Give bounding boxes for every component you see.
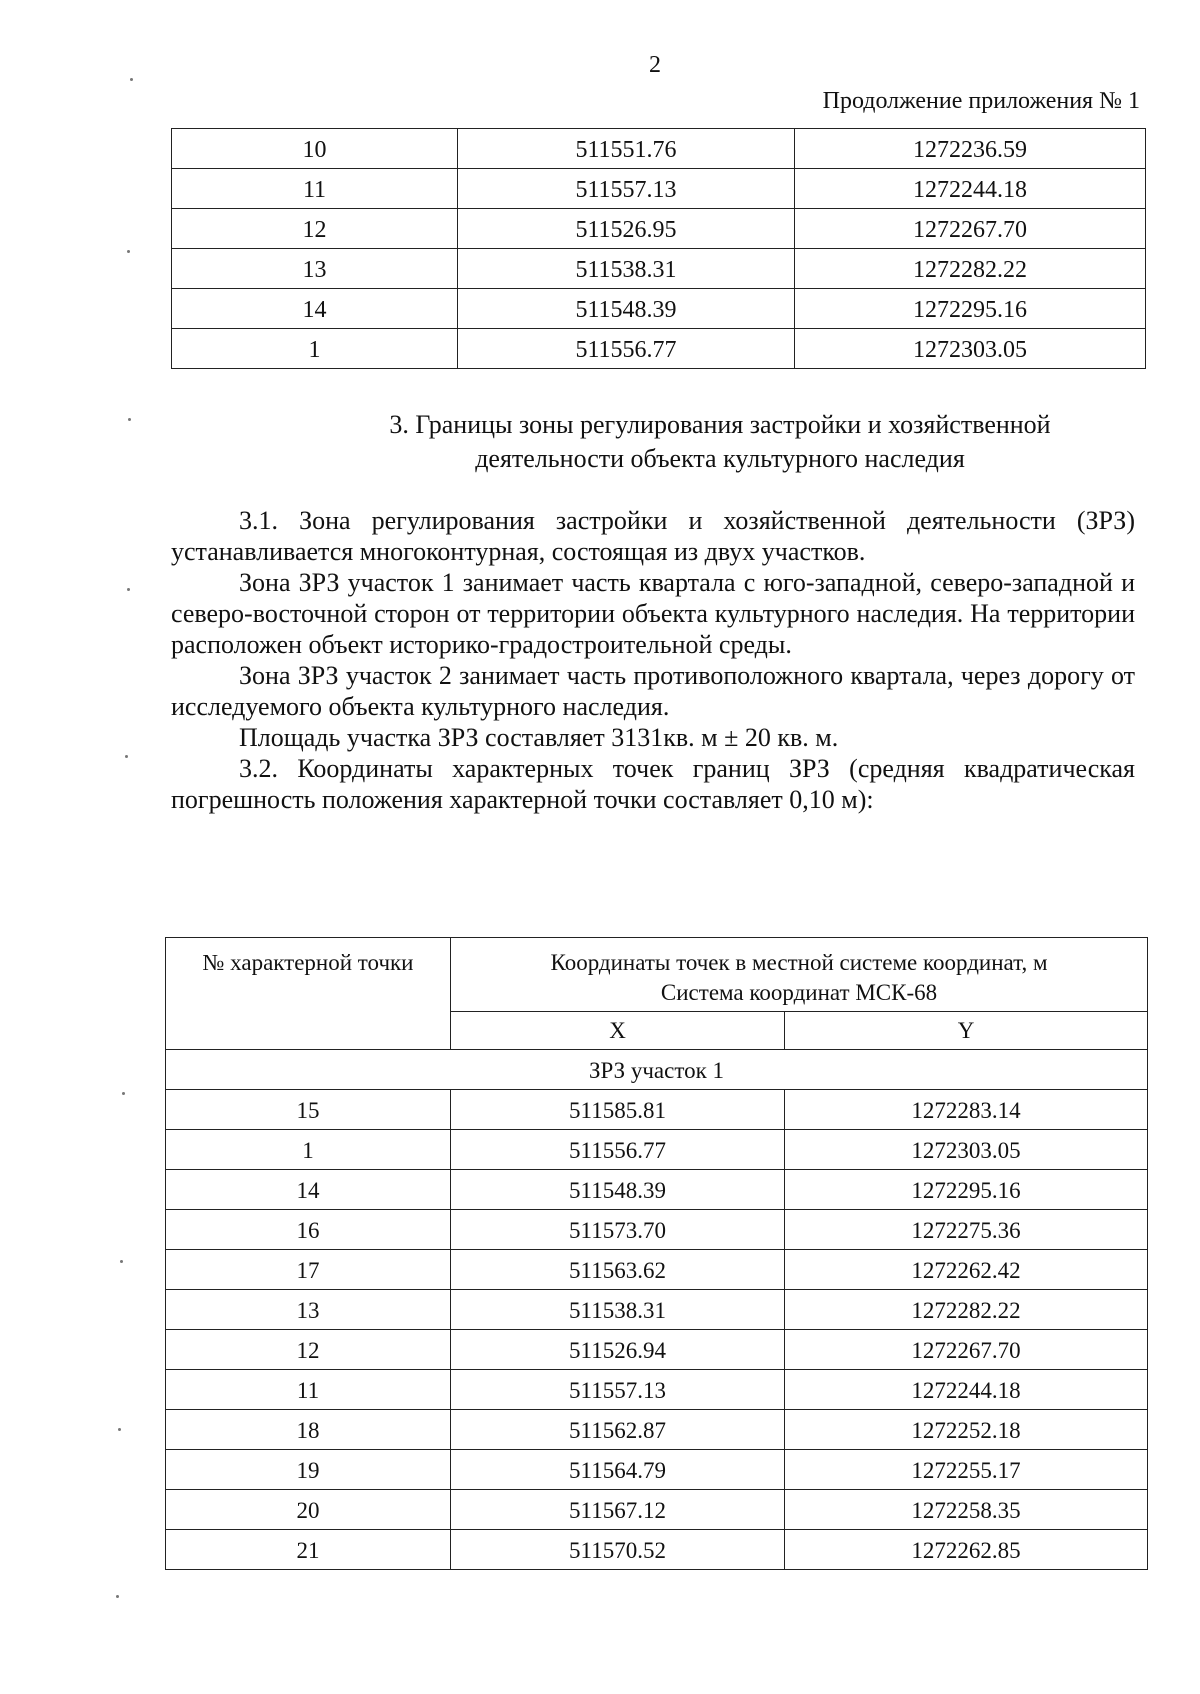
table-row xyxy=(166,1450,1148,1490)
page-number: 2 xyxy=(649,52,661,78)
paragraph-area: Площадь участка ЗРЗ составляет 3131кв. м ± 20 кв. м. xyxy=(239,723,839,752)
y-cell: 1272283.14 xyxy=(785,1090,1148,1130)
header-y: Y xyxy=(785,1012,1148,1050)
y-cell: 1272252.18 xyxy=(785,1410,1148,1450)
table-row xyxy=(166,1210,1148,1250)
margin-mark xyxy=(127,250,130,253)
point-cell: 19 xyxy=(166,1450,451,1490)
y-cell: 1272236.59 xyxy=(795,129,1146,169)
coordinates-table-continued xyxy=(171,128,1146,369)
point-cell: 17 xyxy=(166,1250,451,1290)
y-cell: 1272258.35 xyxy=(785,1490,1148,1530)
section-title-line1: 3. Границы зоны регулирования застройки и хозяйственной xyxy=(389,410,1051,439)
x-cell: 511573.70 xyxy=(451,1210,785,1250)
table-row xyxy=(166,1490,1148,1530)
point-cell: 12 xyxy=(166,1330,451,1370)
x-cell: 511548.39 xyxy=(458,289,795,329)
point-cell: 20 xyxy=(166,1490,451,1530)
point-cell: 16 xyxy=(166,1210,451,1250)
x-cell: 511556.77 xyxy=(451,1130,785,1170)
point-cell: 1 xyxy=(166,1130,451,1170)
table-row xyxy=(166,1330,1148,1370)
y-cell: 1272267.70 xyxy=(795,209,1146,249)
header-coordinates-line2: Система координат МСК-68 xyxy=(660,980,938,1005)
y-cell: 1272255.17 xyxy=(785,1450,1148,1490)
section-title xyxy=(160,408,1200,476)
x-cell: 511557.13 xyxy=(451,1370,785,1410)
margin-mark xyxy=(118,1428,121,1431)
y-cell: 1272262.42 xyxy=(785,1250,1148,1290)
x-cell: 511557.13 xyxy=(458,169,795,209)
header-coordinates-line1: Координаты точек в местной системе координат, м xyxy=(550,950,1048,975)
table-row xyxy=(166,1090,1148,1130)
point-cell: 15 xyxy=(166,1090,451,1130)
table-row xyxy=(166,1530,1148,1570)
point-cell: 13 xyxy=(166,1290,451,1330)
point-cell: 14 xyxy=(166,1170,451,1210)
y-cell: 1272282.22 xyxy=(795,249,1146,289)
y-cell: 1272244.18 xyxy=(795,169,1146,209)
x-cell: 511538.31 xyxy=(451,1290,785,1330)
x-cell: 511526.94 xyxy=(451,1330,785,1370)
margin-mark xyxy=(125,755,128,758)
margin-mark xyxy=(128,418,131,421)
table-row xyxy=(172,129,1146,169)
y-cell: 1272303.05 xyxy=(785,1130,1148,1170)
header-point-number: № характерной точки xyxy=(166,938,451,1050)
x-cell: 511551.76 xyxy=(458,129,795,169)
section-title-line2: деятельности объекта культурного наследия xyxy=(475,444,965,473)
table-row xyxy=(172,169,1146,209)
paragraph-zone-2: Зона ЗРЗ участок 2 занимает часть противоположного квартала, через дорогу от исследуемого объекта культурного наследия. xyxy=(171,661,1135,721)
x-cell: 511570.52 xyxy=(451,1530,785,1570)
x-cell: 511526.95 xyxy=(458,209,795,249)
x-cell: 511548.39 xyxy=(451,1170,785,1210)
margin-mark xyxy=(116,1595,119,1598)
y-cell: 1272267.70 xyxy=(785,1330,1148,1370)
y-cell: 1272262.85 xyxy=(785,1530,1148,1570)
y-cell: 1272275.36 xyxy=(785,1210,1148,1250)
section-row-label: ЗРЗ участок 1 xyxy=(166,1050,1148,1090)
x-cell: 511585.81 xyxy=(451,1090,785,1130)
header-coordinates xyxy=(451,938,1148,1012)
point-cell: 13 xyxy=(172,249,458,289)
point-cell: 21 xyxy=(166,1530,451,1570)
point-cell: 12 xyxy=(172,209,458,249)
point-cell: 1 xyxy=(172,329,458,369)
point-cell: 11 xyxy=(166,1370,451,1410)
margin-mark xyxy=(120,1260,123,1263)
coordinates-table xyxy=(165,937,1148,1570)
table-row xyxy=(166,1410,1148,1450)
table-row xyxy=(172,289,1146,329)
paragraph-3-1: 3.1. Зона регулирования застройки и хозяйственной деятельности (ЗРЗ) устанавливается многоконтурная, состоящая из двух участков. xyxy=(171,506,1135,566)
table-row xyxy=(166,1250,1148,1290)
y-cell: 1272295.16 xyxy=(795,289,1146,329)
margin-mark xyxy=(122,1092,125,1095)
point-cell: 10 xyxy=(172,129,458,169)
x-cell: 511563.62 xyxy=(451,1250,785,1290)
point-cell: 18 xyxy=(166,1410,451,1450)
x-cell: 511562.87 xyxy=(451,1410,785,1450)
appendix-note: Продолжение приложения № 1 xyxy=(822,88,1140,114)
point-cell: 11 xyxy=(172,169,458,209)
y-cell: 1272244.18 xyxy=(785,1370,1148,1410)
section-body xyxy=(171,505,1135,815)
paragraph-zone-1: Зона ЗРЗ участок 1 занимает часть квартала с юго-западной, северо-западной и северо-восточной сторон от территории объекта культурного наследия. На территории расположен объект историко-градостроительной среды. xyxy=(171,568,1135,659)
y-cell: 1272303.05 xyxy=(795,329,1146,369)
y-cell: 1272282.22 xyxy=(785,1290,1148,1330)
table-row xyxy=(166,1290,1148,1330)
table-row xyxy=(172,209,1146,249)
table-row xyxy=(172,329,1146,369)
margin-mark xyxy=(127,588,130,591)
table-row xyxy=(172,249,1146,289)
paragraph-3-2: 3.2. Координаты характерных точек границ ЗРЗ (средняя квадратическая погрешность положения характерной точки составляет 0,10 м): xyxy=(171,754,1135,814)
x-cell: 511567.12 xyxy=(451,1490,785,1530)
table-row xyxy=(166,1370,1148,1410)
header-x: X xyxy=(451,1012,785,1050)
margin-mark xyxy=(130,78,133,81)
table-row xyxy=(166,1130,1148,1170)
x-cell: 511564.79 xyxy=(451,1450,785,1490)
x-cell: 511538.31 xyxy=(458,249,795,289)
x-cell: 511556.77 xyxy=(458,329,795,369)
y-cell: 1272295.16 xyxy=(785,1170,1148,1210)
point-cell: 14 xyxy=(172,289,458,329)
table-row xyxy=(166,1170,1148,1210)
